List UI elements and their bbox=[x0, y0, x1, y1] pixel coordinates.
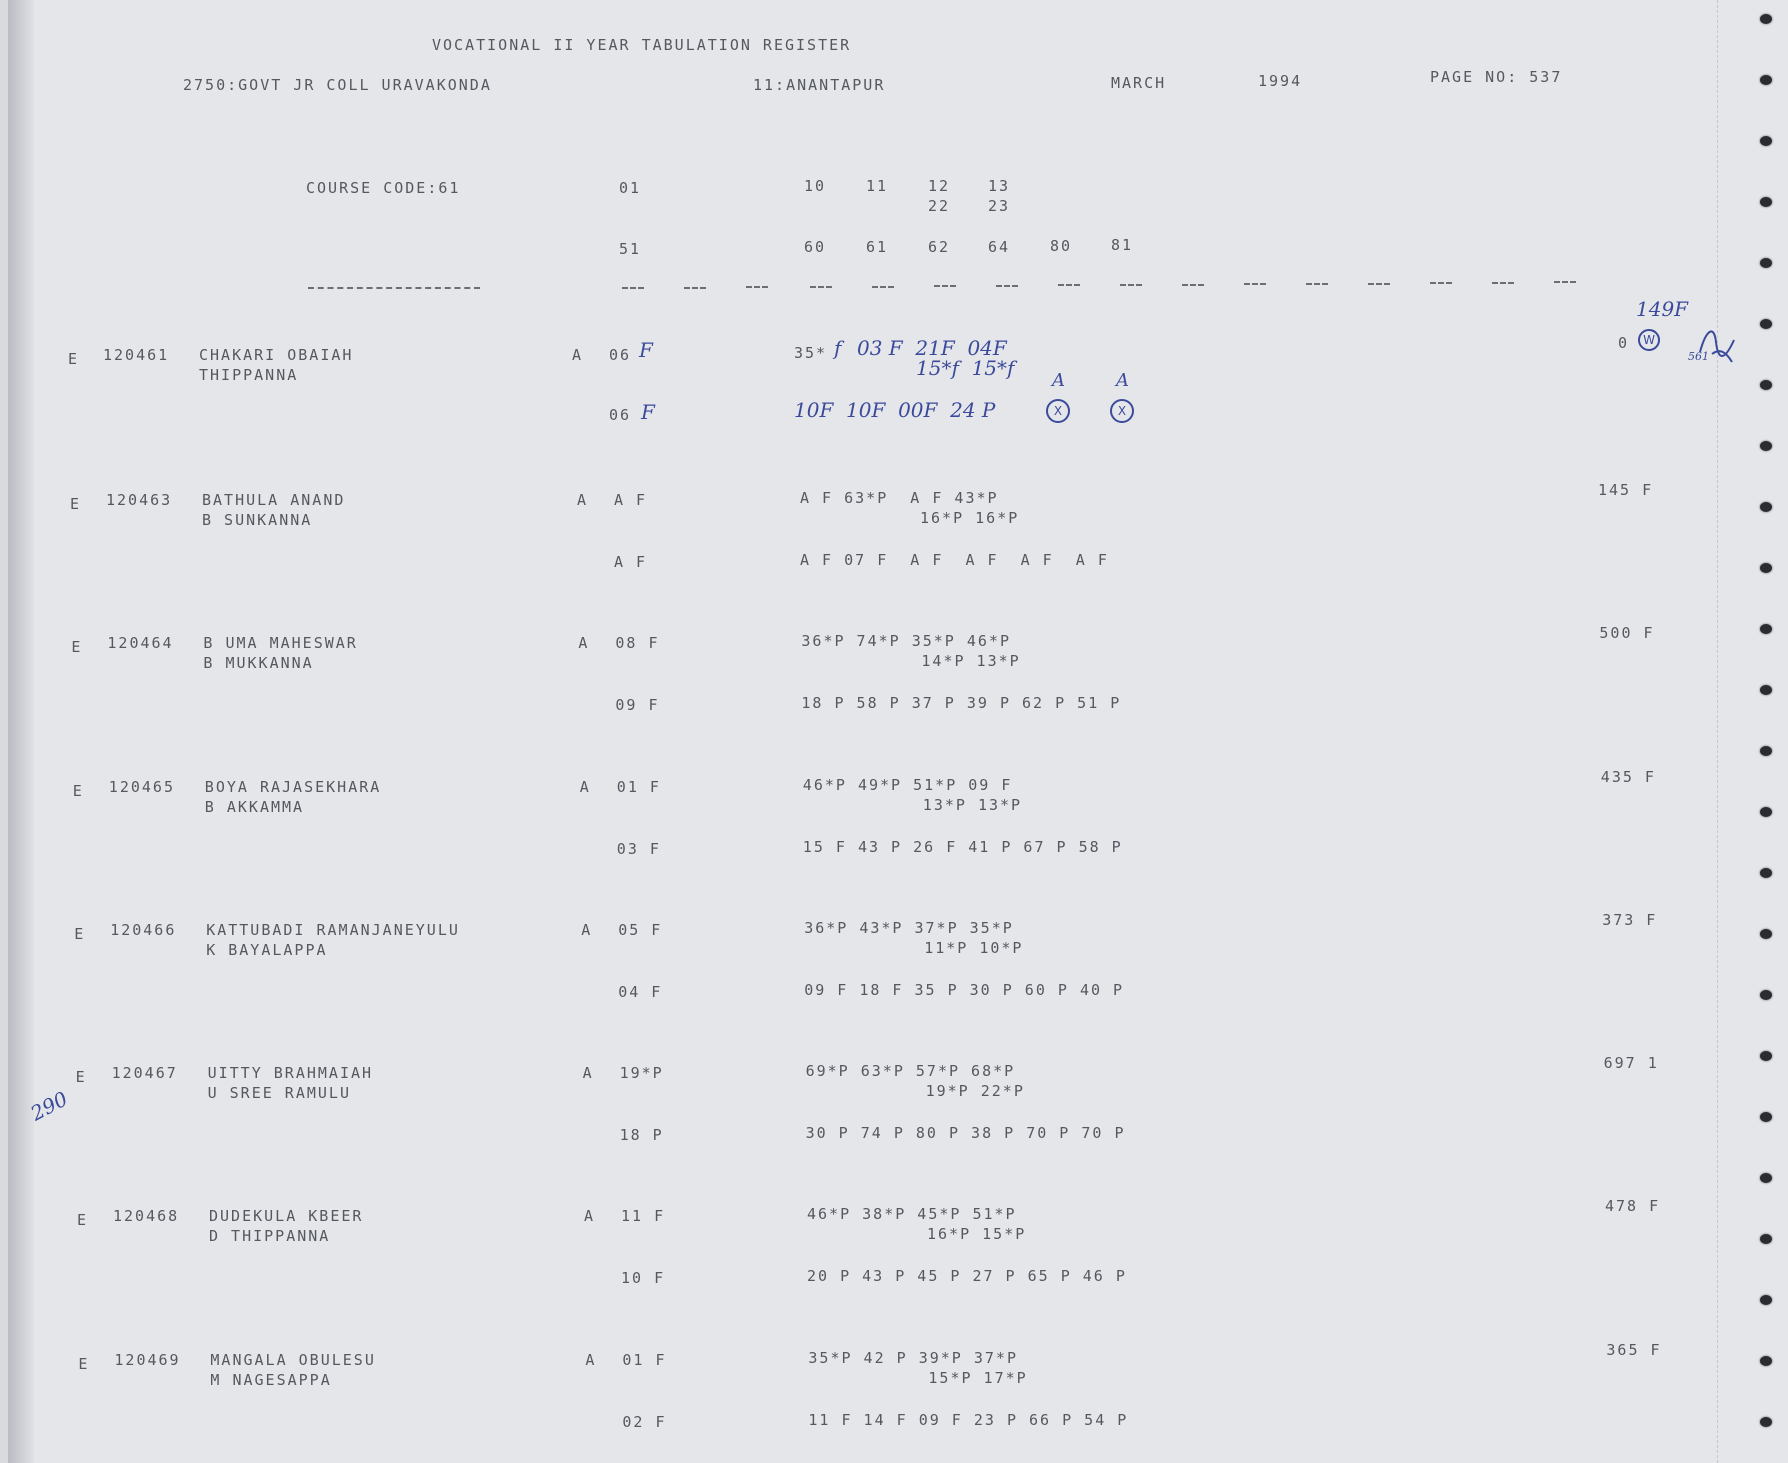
separator-dash bbox=[1244, 283, 1266, 285]
separator-dash bbox=[1492, 282, 1514, 284]
parent-name: B SUNKANNA bbox=[202, 511, 313, 529]
handwritten-marks: 03 F 21F 04F bbox=[857, 336, 1007, 360]
row1-marks: 35* bbox=[794, 344, 828, 362]
parent-name: THIPPANNA bbox=[199, 366, 299, 384]
row3-first-mark: 06 bbox=[609, 406, 632, 424]
tractor-hole bbox=[1760, 75, 1772, 85]
separator-dash bbox=[1120, 284, 1142, 286]
separator-dash bbox=[996, 285, 1018, 287]
separator-dash bbox=[934, 285, 956, 287]
register-title: VOCATIONAL II YEAR TABULATION REGISTER bbox=[432, 36, 852, 54]
candidate-name: MANGALA OBULESU bbox=[210, 1351, 376, 1369]
tractor-hole bbox=[1760, 1417, 1772, 1427]
row3-marks: A F 07 F A F A F A F A F bbox=[800, 551, 1109, 569]
tractor-hole bbox=[1760, 136, 1772, 146]
tractor-hole bbox=[1760, 685, 1772, 695]
record-prefix: E bbox=[71, 638, 83, 656]
separator-dash bbox=[746, 286, 768, 288]
record-flag: A bbox=[579, 778, 591, 796]
row1-first-mark: 08 F bbox=[615, 634, 660, 652]
row3-first-mark: 02 F bbox=[622, 1413, 667, 1431]
roll-number: 120464 bbox=[107, 634, 174, 652]
record-prefix: E bbox=[72, 782, 84, 800]
row1-first-mark: 11 F bbox=[621, 1207, 666, 1225]
tractor-hole bbox=[1760, 319, 1772, 329]
row1-marks: 36*P 74*P 35*P 46*P bbox=[801, 632, 1011, 650]
parent-name: M NAGESAPPA bbox=[210, 1371, 332, 1389]
separator-rule bbox=[308, 287, 480, 289]
subject-code: 12 bbox=[928, 177, 951, 195]
row1-sub-marks: 19*P 22*P bbox=[925, 1082, 1025, 1100]
tractor-hole bbox=[1760, 563, 1772, 573]
record-prefix: E bbox=[74, 925, 86, 943]
candidate-name: B UMA MAHESWAR bbox=[203, 634, 358, 652]
total-marks: 373 F bbox=[1602, 911, 1658, 929]
row1-first-mark: 19*P bbox=[619, 1064, 664, 1082]
handwritten-mark: F bbox=[639, 338, 653, 362]
row1-sub-marks: 15*P 17*P bbox=[928, 1369, 1028, 1387]
page-number: PAGE NO: 537 bbox=[1430, 68, 1563, 86]
subject-code: 64 bbox=[988, 238, 1011, 256]
roll-number: 120469 bbox=[114, 1351, 181, 1369]
roll-number: 120465 bbox=[108, 778, 175, 796]
handwritten-mark: F bbox=[641, 400, 655, 424]
tractor-hole bbox=[1760, 807, 1772, 817]
tractor-hole bbox=[1760, 502, 1772, 512]
record-flag: A bbox=[582, 1064, 594, 1082]
total-marks: 145 F bbox=[1598, 481, 1654, 499]
subject-code: 60 bbox=[804, 238, 827, 256]
row1-first-mark: 06 bbox=[609, 346, 632, 364]
handwritten-margin-note: 290 bbox=[26, 1086, 72, 1126]
absent-circle-mark: X bbox=[1046, 399, 1070, 423]
subject-code: 22 bbox=[928, 197, 951, 215]
roll-number: 120463 bbox=[106, 491, 173, 509]
absent-label: A bbox=[1052, 370, 1065, 391]
candidate-name: BATHULA ANAND bbox=[202, 491, 346, 509]
binding-edge bbox=[8, 0, 34, 1463]
tractor-hole bbox=[1760, 868, 1772, 878]
row1-sub-marks: 16*P 15*P bbox=[927, 1225, 1027, 1243]
record-prefix: E bbox=[75, 1068, 87, 1086]
subject-code: 13 bbox=[988, 177, 1011, 195]
subject-code: 62 bbox=[928, 238, 951, 256]
handwritten-marks: 10F 10F 00F 24 P bbox=[794, 398, 996, 422]
row3-first-mark: 18 P bbox=[619, 1126, 664, 1144]
total-marks: 697 1 bbox=[1603, 1054, 1659, 1072]
record-flag: A bbox=[585, 1351, 597, 1369]
candidate-name: DUDEKULA KBEER bbox=[209, 1207, 364, 1225]
row1-marks: 46*P 49*P 51*P 09 F bbox=[802, 776, 1013, 794]
tractor-hole bbox=[1760, 441, 1772, 451]
subject-code: 81 bbox=[1111, 236, 1134, 254]
tractor-hole bbox=[1760, 624, 1772, 634]
handwritten-mark: f bbox=[834, 336, 842, 360]
row1-sub-marks: 16*P 16*P bbox=[920, 509, 1020, 527]
row1-first-mark: A F bbox=[614, 491, 648, 509]
row1-sub-marks: 11*P 10*P bbox=[924, 939, 1024, 957]
total-marks: 435 F bbox=[1600, 768, 1656, 786]
subject-code: 51 bbox=[619, 240, 642, 258]
row1-first-mark: 01 F bbox=[616, 778, 661, 796]
tractor-hole bbox=[1760, 258, 1772, 268]
separator-dash bbox=[1554, 281, 1576, 283]
total-marks: 365 F bbox=[1606, 1341, 1662, 1359]
subject-code: 61 bbox=[866, 238, 889, 256]
handwritten-initials-signature bbox=[1690, 322, 1740, 372]
tractor-hole bbox=[1760, 1234, 1772, 1244]
row3-marks: 15 F 43 P 26 F 41 P 67 P 58 P bbox=[802, 838, 1123, 856]
record-flag: A bbox=[577, 491, 589, 509]
college-name: 2750:GOVT JR COLL URAVAKONDA bbox=[183, 76, 492, 94]
total-marks: 478 F bbox=[1605, 1197, 1661, 1215]
record-flag: A bbox=[581, 921, 593, 939]
row3-first-mark: 04 F bbox=[618, 983, 663, 1001]
separator-dash bbox=[872, 286, 894, 288]
row1-marks: 69*P 63*P 57*P 68*P bbox=[805, 1062, 1016, 1080]
row1-first-mark: 05 F bbox=[618, 921, 663, 939]
separator-dash bbox=[1430, 282, 1452, 284]
total-marks: 0 bbox=[1618, 334, 1630, 352]
parent-name: B MUKKANNA bbox=[203, 654, 314, 672]
tractor-hole bbox=[1760, 929, 1772, 939]
exam-year: 1994 bbox=[1258, 72, 1303, 90]
record-prefix: E bbox=[78, 1355, 90, 1373]
absent-circle-mark: X bbox=[1110, 399, 1134, 423]
separator-dash bbox=[810, 286, 832, 288]
tractor-hole bbox=[1760, 1356, 1772, 1366]
row1-marks: A F 63*P A F 43*P bbox=[800, 489, 999, 507]
roll-number: 120467 bbox=[111, 1064, 178, 1082]
candidate-name: BOYA RAJASEKHARA bbox=[204, 778, 382, 796]
subject-code: 80 bbox=[1050, 237, 1073, 255]
candidate-name: KATTUBADI RAMANJANEYULU bbox=[206, 921, 460, 939]
tractor-feed-strip bbox=[1717, 0, 1788, 1463]
parent-name: D THIPPANNA bbox=[209, 1227, 331, 1245]
row3-marks: 09 F 18 F 35 P 30 P 60 P 40 P bbox=[804, 981, 1125, 999]
row1-first-mark: 01 F bbox=[622, 1351, 667, 1369]
row3-first-mark: 03 F bbox=[616, 840, 661, 858]
total-marks: 500 F bbox=[1599, 624, 1655, 642]
handwritten-side-note: 561 bbox=[1688, 350, 1709, 363]
tractor-hole bbox=[1760, 1051, 1772, 1061]
subject-code: 10 bbox=[804, 177, 827, 195]
row3-first-mark: A F bbox=[614, 553, 648, 571]
row1-sub-marks: 13*P 13*P bbox=[922, 796, 1023, 814]
parent-name: K BAYALAPPA bbox=[206, 941, 328, 959]
separator-dash bbox=[1182, 284, 1204, 286]
subject-code: 23 bbox=[988, 197, 1011, 215]
separator-dash bbox=[622, 287, 644, 289]
record-flag: A bbox=[578, 634, 590, 652]
tractor-hole bbox=[1760, 746, 1772, 756]
row1-marks: 35*P 42 P 39*P 37*P bbox=[808, 1349, 1018, 1367]
row3-first-mark: 10 F bbox=[621, 1269, 666, 1287]
record-prefix: E bbox=[70, 495, 82, 513]
subject-code: 11 bbox=[866, 177, 889, 195]
candidate-name: CHAKARI OBAIAH bbox=[199, 346, 354, 364]
tractor-hole bbox=[1760, 197, 1772, 207]
parent-name: U SREE RAMULU bbox=[207, 1084, 351, 1102]
roll-number: 120468 bbox=[113, 1207, 180, 1225]
row3-marks: 20 P 43 P 45 P 27 P 65 P 46 P bbox=[807, 1267, 1127, 1285]
district-name: 11:ANANTAPUR bbox=[753, 76, 886, 94]
row3-first-mark: 09 F bbox=[615, 696, 660, 714]
tractor-hole bbox=[1760, 14, 1772, 24]
candidate-name: UITTY BRAHMAIAH bbox=[207, 1064, 374, 1082]
separator-dash bbox=[684, 287, 706, 289]
tractor-hole bbox=[1760, 990, 1772, 1000]
row1-marks: 36*P 43*P 37*P 35*P bbox=[804, 919, 1014, 937]
separator-dash bbox=[1058, 284, 1080, 286]
separator-dash bbox=[1368, 283, 1390, 285]
row3-marks: 11 F 14 F 09 F 23 P 66 P 54 P bbox=[808, 1411, 1129, 1429]
record-flag: A bbox=[572, 346, 584, 364]
row3-marks: 18 P 58 P 37 P 39 P 62 P 51 P bbox=[801, 694, 1122, 712]
row1-marks: 46*P 38*P 45*P 51*P bbox=[807, 1205, 1017, 1223]
tractor-hole bbox=[1760, 1112, 1772, 1122]
roll-number: 120466 bbox=[110, 921, 177, 939]
handwritten-marks: 15*f 15*f bbox=[916, 356, 1015, 380]
tractor-hole bbox=[1760, 1295, 1772, 1305]
exam-month: MARCH bbox=[1111, 74, 1167, 92]
tractor-hole bbox=[1760, 1173, 1772, 1183]
record-prefix: E bbox=[77, 1211, 89, 1229]
parent-name: B AKKAMMA bbox=[204, 798, 305, 816]
record-prefix: E bbox=[68, 350, 80, 368]
row3-marks: 30 P 74 P 80 P 38 P 70 P 70 P bbox=[805, 1124, 1126, 1142]
absent-label: A bbox=[1116, 370, 1129, 391]
separator-dash bbox=[1306, 283, 1328, 285]
roll-number: 120461 bbox=[103, 346, 170, 364]
handwritten-side-note: 149F bbox=[1636, 297, 1689, 321]
subject-code: 01 bbox=[619, 179, 642, 197]
row1-sub-marks: 14*P 13*P bbox=[921, 652, 1021, 670]
tractor-hole bbox=[1760, 380, 1772, 390]
withdrawn-circle-mark: W bbox=[1638, 329, 1660, 351]
course-code: COURSE CODE:61 bbox=[306, 179, 461, 197]
record-flag: A bbox=[584, 1207, 596, 1225]
